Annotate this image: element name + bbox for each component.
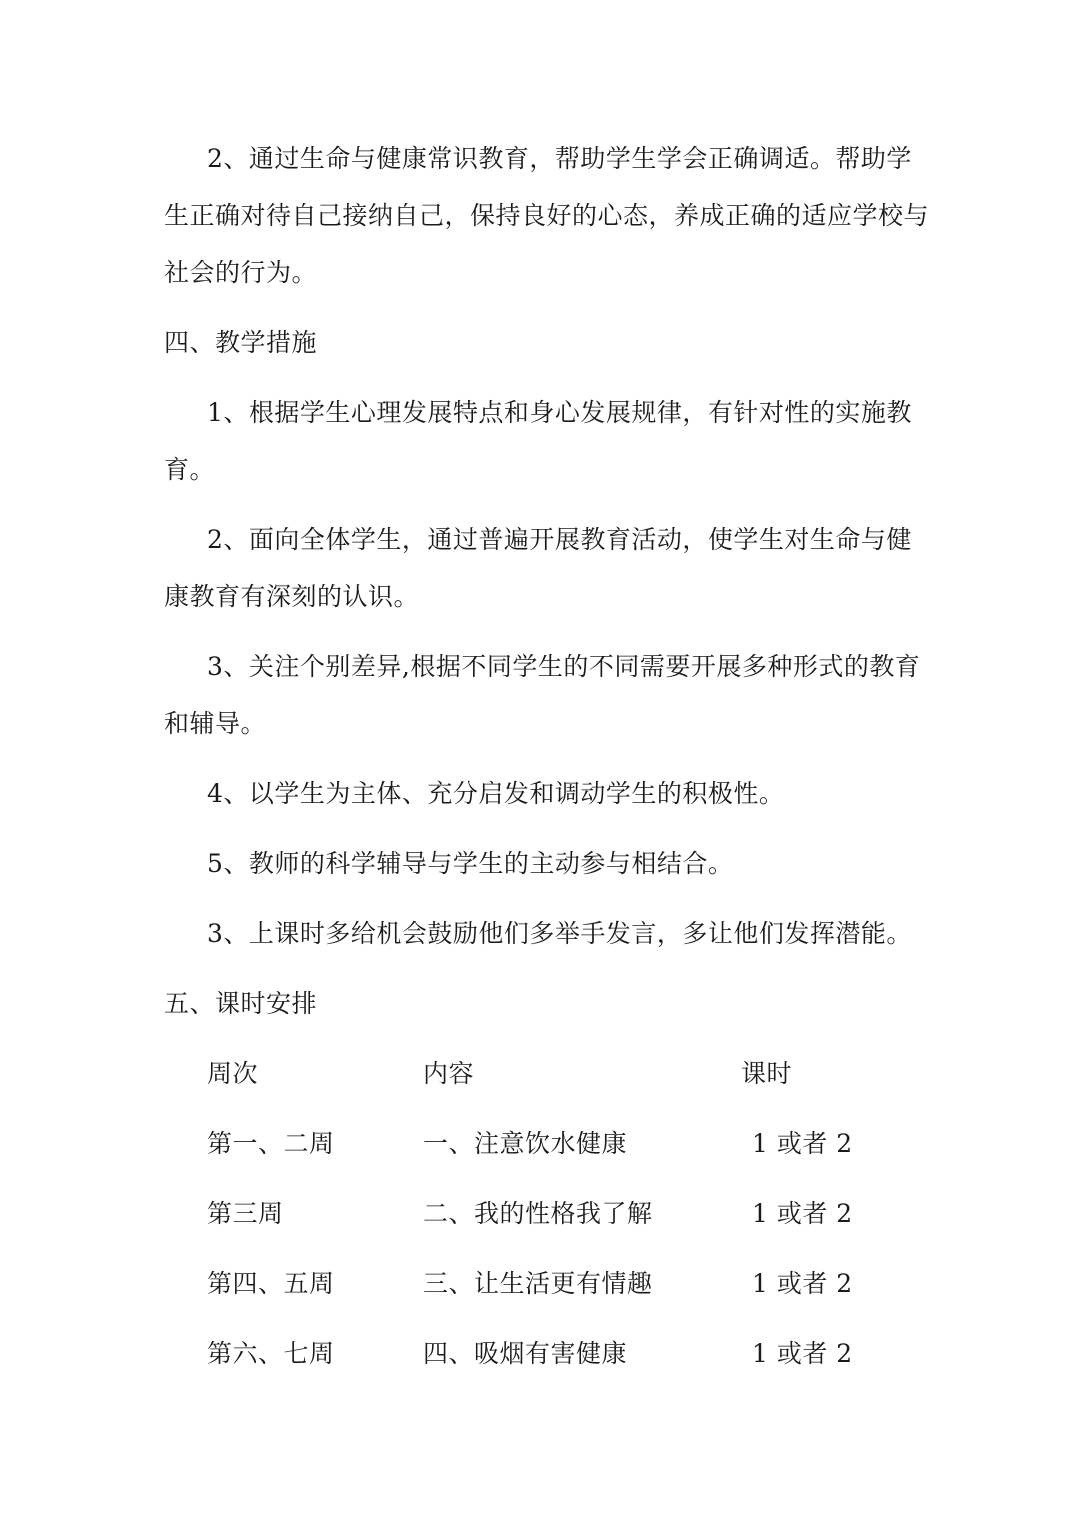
- table-header-hours: 课时: [741, 1059, 793, 1088]
- table-cell-week: 第四、五周: [207, 1269, 335, 1298]
- section-5-heading: 五、课时安排: [164, 989, 318, 1018]
- measure-3-line-2: 和辅导。: [164, 709, 267, 738]
- table-cell-content: 一、注意饮水健康: [423, 1129, 628, 1158]
- measure-6-line-1: 3、上课时多给机会鼓励他们多举手发言，多让他们发挥潜能。: [207, 919, 912, 948]
- table-cell-week: 第六、七周: [207, 1339, 335, 1368]
- table-cell-hours: 1 或者 2: [752, 1129, 853, 1158]
- measure-1-line-1: 1、根据学生心理发展特点和身心发展规律，有针对性的实施教: [207, 398, 912, 427]
- table-cell-hours: 1 或者 2: [752, 1339, 853, 1368]
- table-cell-hours: 1 或者 2: [752, 1269, 853, 1298]
- section-4-heading: 四、教学措施: [164, 328, 318, 357]
- paragraph-2-line-2: 生正确对待自己接纳自己，保持良好的心态，养成正确的适应学校与: [164, 201, 930, 230]
- measure-5-line-1: 5、教师的科学辅导与学生的主动参与相结合。: [207, 849, 734, 878]
- measure-4-line-1: 4、以学生为主体、充分启发和调动学生的积极性。: [207, 779, 785, 808]
- table-cell-content: 四、吸烟有害健康: [423, 1339, 628, 1368]
- table-cell-week: 第三周: [207, 1199, 284, 1228]
- paragraph-2-line-1: 2、通过生命与健康常识教育，帮助学生学会正确调适。帮助学: [207, 144, 912, 173]
- measure-3-line-1: 3、关注个别差异,根据不同学生的不同需要开展多种形式的教育: [207, 652, 921, 681]
- measure-1-line-2: 育。: [164, 455, 216, 484]
- measure-2-line-2: 康教育有深刻的认识。: [164, 582, 420, 611]
- table-cell-hours: 1 或者 2: [752, 1199, 853, 1228]
- table-cell-week: 第一、二周: [207, 1129, 335, 1158]
- table-header-content: 内容: [423, 1059, 475, 1088]
- table-cell-content: 二、我的性格我了解: [423, 1199, 653, 1228]
- table-cell-content: 三、让生活更有情趣: [423, 1269, 653, 1298]
- paragraph-2-line-3: 社会的行为。: [164, 258, 318, 287]
- table-header-week: 周次: [207, 1059, 259, 1088]
- measure-2-line-1: 2、面向全体学生，通过普遍开展教育活动，使学生对生命与健: [207, 525, 912, 554]
